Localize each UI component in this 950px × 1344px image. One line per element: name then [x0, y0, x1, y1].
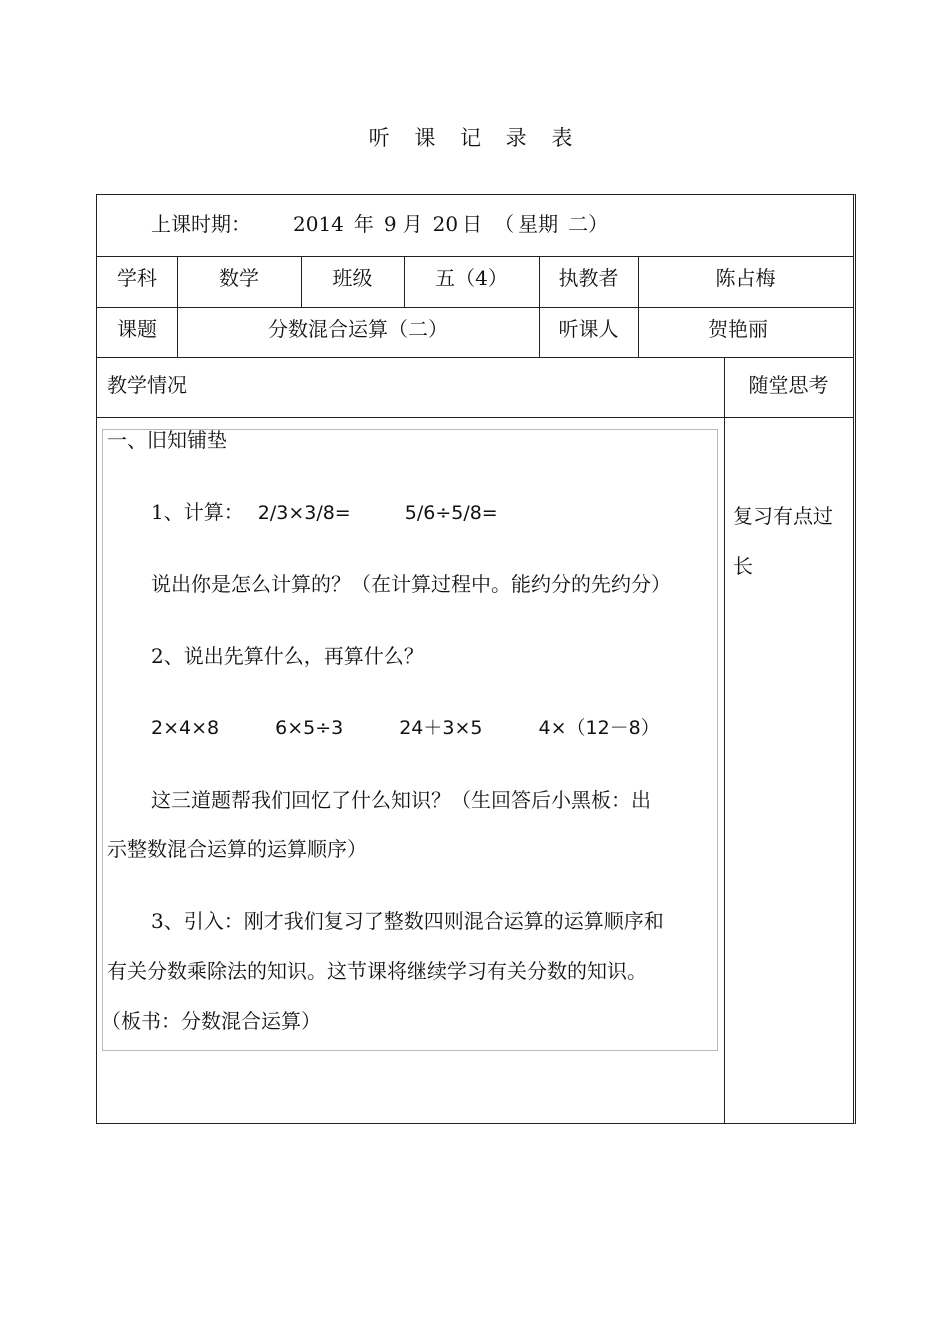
row-divider — [97, 417, 853, 418]
observer-value: 贺艳丽 — [708, 317, 768, 341]
date-row — [151, 212, 608, 236]
reflection-section-header: 随堂思考 — [748, 373, 829, 397]
date-month: 9 — [383, 212, 397, 236]
class-label: 班级 — [332, 266, 373, 290]
item1-expression-1: 2/3×3/8= — [257, 502, 351, 524]
item1-question: 说出你是怎么计算的？（在计算过程中。能约分的先约分） — [151, 572, 671, 596]
teacher-value: 陈占梅 — [715, 266, 776, 290]
row-divider — [97, 256, 853, 257]
item1-line — [151, 500, 498, 525]
teaching-section-header: 教学情况 — [107, 373, 187, 397]
item2-expression-1: 2×4×8 — [151, 717, 220, 739]
item2-expression-2: 6×5÷3 — [275, 717, 344, 739]
column-divider — [724, 357, 725, 1123]
item3-line-1: 3、引入：刚才我们复习了整数四则混合运算的运算顺序和 — [151, 909, 664, 933]
item2-label: 2、说出先算什么，再算什么？ — [151, 644, 424, 668]
document-title: 听 课 记 录 表 — [368, 126, 582, 150]
reflection-note: 复习有点过长 — [733, 504, 833, 578]
item2-note-line-1: 这三道题帮我们回忆了什么知识？（生回答后小黑板：出 — [151, 788, 651, 812]
teacher-label: 执教者 — [558, 266, 619, 290]
subject-label: 学科 — [117, 266, 157, 290]
item1-expression-2: 5/6÷5/8= — [404, 502, 498, 524]
item3-line-2: 有关分数乘除法的知识。这节课将继续学习有关分数的知识。 — [107, 959, 647, 983]
date-year: 2014 — [293, 212, 344, 236]
item2-expression-4: 4×（12－8） — [538, 717, 660, 739]
topic-label: 课题 — [117, 317, 157, 341]
row-divider — [97, 307, 853, 308]
date-year-unit: 年 — [353, 212, 374, 236]
item3-line-3: （板书：分数混合运算） — [101, 1009, 321, 1033]
weekday-open: （ — [494, 212, 515, 236]
item2-expressions — [151, 715, 660, 740]
topic-value: 分数混合运算（二） — [268, 317, 448, 341]
class-value: 五（4） — [435, 266, 508, 290]
weekday-label: 星期 — [518, 212, 559, 236]
subject-value: 数学 — [219, 266, 259, 290]
observer-label: 听课人 — [558, 317, 619, 341]
item1-label: 1、计算： — [151, 500, 244, 524]
row-divider — [97, 357, 853, 358]
content-heading: 一、旧知铺垫 — [107, 428, 227, 452]
item2-expression-3: 24＋3×5 — [399, 717, 483, 739]
weekday-value: 二） — [568, 212, 609, 236]
date-day: 20 — [432, 212, 459, 236]
date-month-unit: 月 — [402, 212, 423, 236]
date-label: 上课时期： — [151, 212, 251, 236]
lesson-record-table — [96, 194, 856, 1124]
date-day-unit: 日 — [462, 212, 483, 236]
item2-note-line-2: 示整数混合运算的运算顺序） — [107, 837, 367, 861]
